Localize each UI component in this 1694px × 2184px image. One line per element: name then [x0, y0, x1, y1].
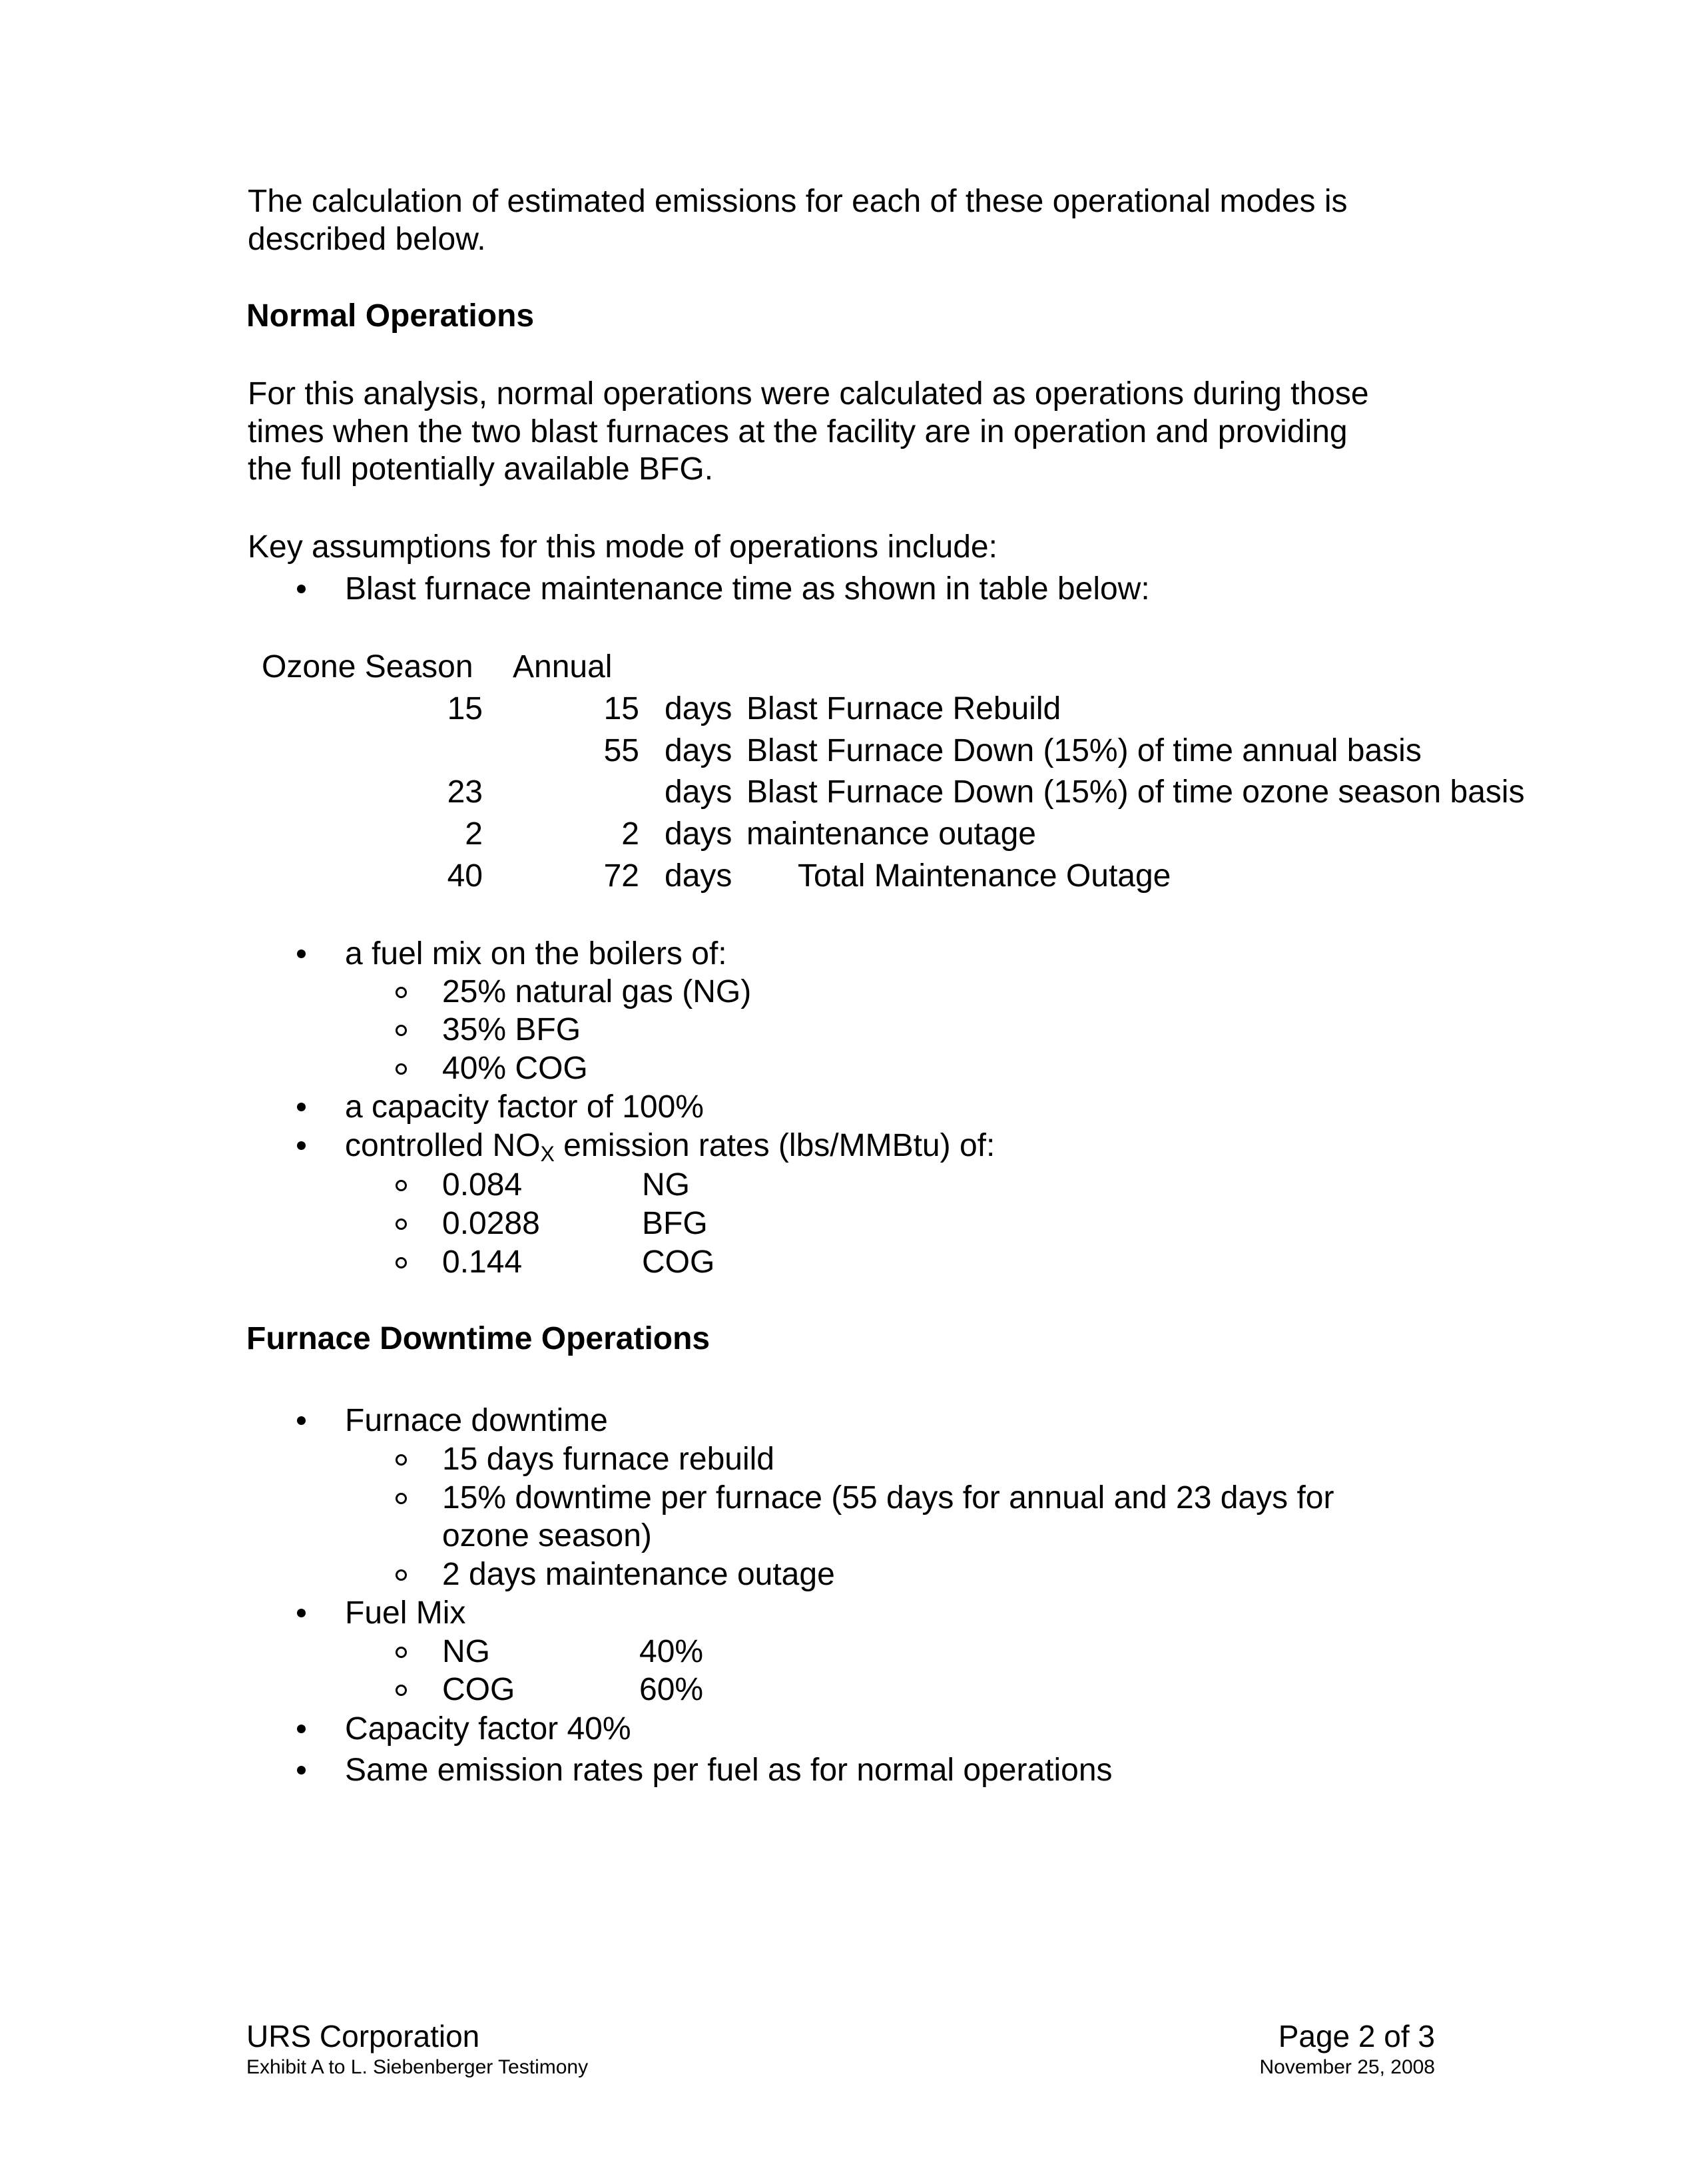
- normal-operations-heading: Normal Operations: [246, 298, 535, 334]
- nox-suffix: emission rates (lbs/MMBtu) of:: [554, 1128, 995, 1163]
- sub-bullet-circle-icon: [396, 1493, 407, 1504]
- rate-value: 0.144: [442, 1244, 523, 1280]
- bullet-dot-icon: [297, 1766, 306, 1774]
- capacity-factor-text: a capacity factor of 100%: [345, 1089, 704, 1125]
- bullet-dot-icon: [297, 1725, 306, 1733]
- downtime-item: 2 days maintenance outage: [442, 1557, 835, 1592]
- table-cell-desc: Blast Furnace Down (15%) of time ozone season basis: [746, 774, 1525, 810]
- sub-bullet-circle-icon: [396, 1025, 407, 1036]
- rate-fuel: NG: [642, 1167, 690, 1203]
- fuel-mix-item: 40% COG: [442, 1051, 588, 1086]
- sub-bullet-circle-icon: [396, 1219, 407, 1230]
- table-cell-unit: days: [665, 733, 732, 768]
- table-cell-annual: 72: [603, 858, 639, 894]
- table-cell-desc: maintenance outage: [746, 816, 1036, 852]
- furnace-downtime-heading: Furnace Downtime Operations: [246, 1321, 710, 1356]
- table-header-ozone: Ozone Season: [262, 649, 473, 684]
- bullet-dot-icon: [297, 1141, 306, 1150]
- table-cell-desc: Total Maintenance Outage: [798, 858, 1171, 894]
- nox-subscript: X: [540, 1142, 555, 1166]
- normal-para-line-3: the full potentially available BFG.: [248, 451, 714, 487]
- fuel-item-pct: 40%: [639, 1634, 704, 1669]
- intro-line-2: described below.: [248, 222, 486, 257]
- sub-bullet-circle-icon: [396, 987, 407, 998]
- sub-bullet-circle-icon: [396, 1454, 407, 1466]
- fuel-mix-text: Fuel Mix: [345, 1595, 466, 1631]
- sub-bullet-circle-icon: [396, 1647, 407, 1658]
- sub-bullet-circle-icon: [396, 1063, 407, 1075]
- downtime-item: 15% downtime per furnace (55 days for annual and 23 days for: [442, 1480, 1334, 1515]
- sub-bullet-circle-icon: [396, 1257, 407, 1268]
- table-cell-unit: days: [665, 691, 732, 726]
- table-cell-unit: days: [665, 858, 732, 894]
- bullet-dot-icon: [297, 1103, 306, 1111]
- sub-bullet-circle-icon: [396, 1180, 407, 1191]
- sub-bullet-circle-icon: [396, 1569, 407, 1581]
- nox-rates-text: [345, 1127, 995, 1167]
- same-rates-text: Same emission rates per fuel as for normal operations: [345, 1753, 1113, 1788]
- downtime-item: 15 days furnace rebuild: [442, 1442, 774, 1477]
- footer-exhibit: Exhibit A to L. Siebenberger Testimony: [246, 2056, 589, 2078]
- table-cell-annual: 55: [603, 733, 639, 768]
- table-cell-ozone: 15: [447, 691, 483, 726]
- fuel-item-name: NG: [442, 1634, 490, 1669]
- rate-fuel: BFG: [642, 1206, 708, 1241]
- downtime-item-continued: ozone season): [442, 1518, 652, 1553]
- normal-para-line-1: For this analysis, normal operations were calculated as operations during those: [248, 376, 1369, 411]
- table-cell-ozone: 23: [447, 774, 483, 810]
- footer-page-number: Page 2 of 3: [1278, 2019, 1435, 2053]
- nox-prefix: controlled NO: [345, 1128, 541, 1163]
- fuel-mix-item: 25% natural gas (NG): [442, 974, 752, 1009]
- furnace-downtime-text: Furnace downtime: [345, 1403, 608, 1438]
- table-cell-ozone: 2: [465, 816, 483, 852]
- fuel-mix-item: 35% BFG: [442, 1012, 581, 1047]
- table-cell-unit: days: [665, 816, 732, 852]
- bullet-dot-icon: [297, 1609, 306, 1617]
- bullet-dot-icon: [297, 585, 306, 593]
- normal-para-line-2: times when the two blast furnaces at the facility are in operation and providing: [248, 414, 1348, 449]
- table-cell-desc: Blast Furnace Rebuild: [746, 691, 1061, 726]
- fuel-mix-text: a fuel mix on the boilers of:: [345, 936, 727, 971]
- table-cell-unit: days: [665, 774, 732, 810]
- rate-value: 0.084: [442, 1167, 523, 1203]
- sub-bullet-circle-icon: [396, 1685, 407, 1696]
- bullet-maintenance-text: Blast furnace maintenance time as shown in table below:: [345, 571, 1150, 607]
- intro-line-1: The calculation of estimated emissions for each of these operational modes is: [248, 184, 1348, 219]
- bullet-dot-icon: [297, 1416, 306, 1425]
- footer-company: URS Corporation: [246, 2019, 480, 2053]
- footer-date: November 25, 2008: [1259, 2056, 1435, 2078]
- table-cell-ozone: 40: [447, 858, 483, 894]
- rate-value: 0.0288: [442, 1206, 540, 1241]
- rate-fuel: COG: [642, 1244, 715, 1280]
- fuel-item-name: COG: [442, 1672, 515, 1707]
- table-header-annual: Annual: [513, 649, 613, 684]
- capacity-factor-text: Capacity factor 40%: [345, 1711, 631, 1747]
- table-cell-annual: 2: [621, 816, 639, 852]
- table-cell-annual: 15: [603, 691, 639, 726]
- bullet-dot-icon: [297, 950, 306, 958]
- fuel-item-pct: 60%: [639, 1672, 704, 1707]
- key-assumptions-text: Key assumptions for this mode of operations include:: [248, 529, 997, 565]
- table-cell-desc: Blast Furnace Down (15%) of time annual basis: [746, 733, 1422, 768]
